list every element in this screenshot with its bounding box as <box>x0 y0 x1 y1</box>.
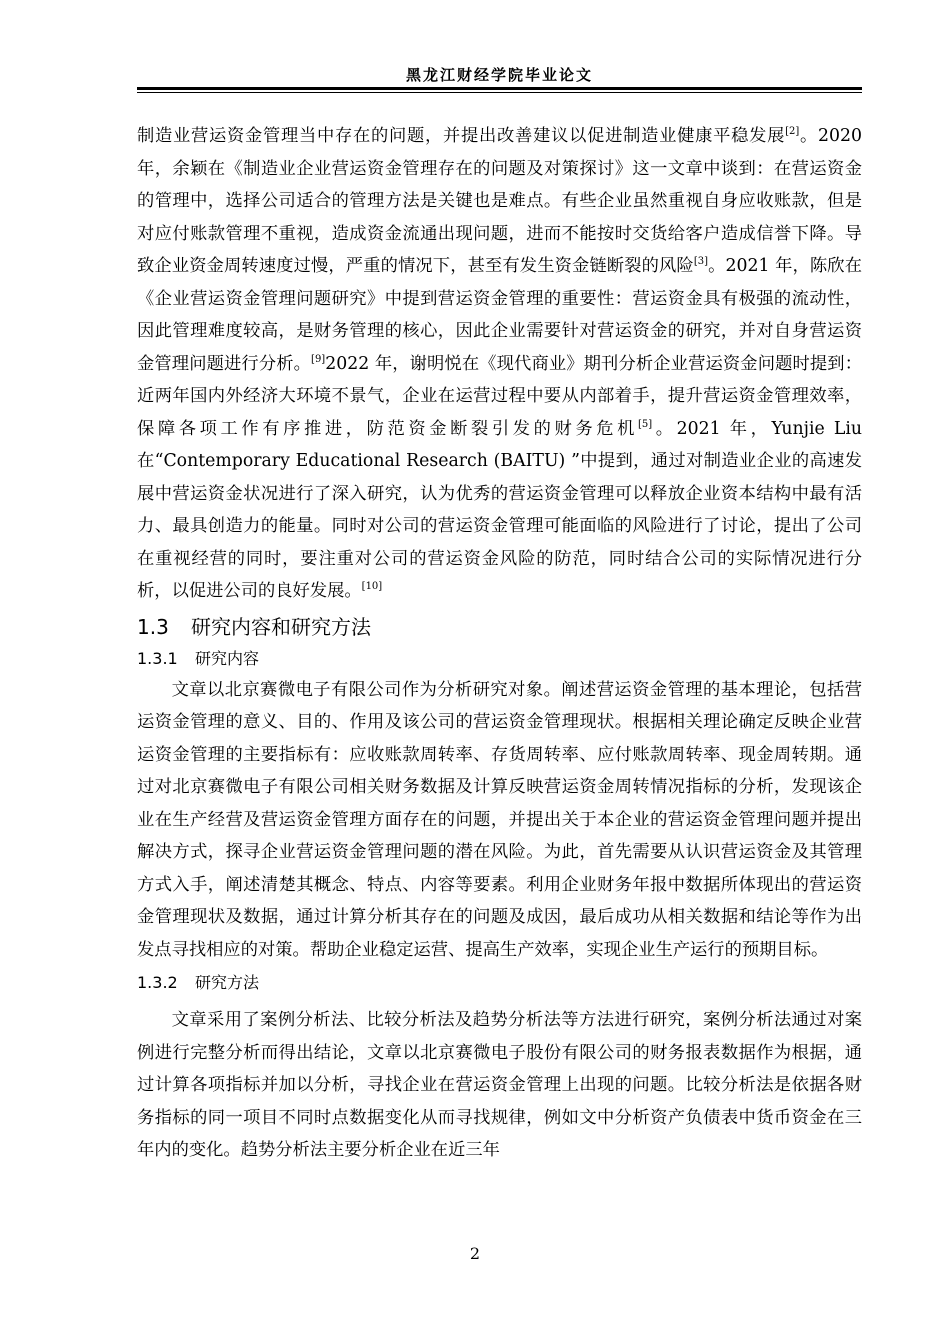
page-number: 2 <box>469 1244 481 1263</box>
subsection-heading-1-3-2 <box>137 968 862 998</box>
citation-3: [3] <box>693 256 708 268</box>
research-method-paragraph: 文章采用了案例分析法、比较分析法及趋势分析法等方法进行研究，案例分析法通过对案例进行完整分析而得出结论，文章以北京赛微电子股份有限公司的财务报表数据作为根据，通过计算各项指标并加以分析，寻找企业在营运资金管理上出现的问题。比较分析法是依据各财务指标的同一项目不同时点数据变化从而寻找规律，例如文中分析资产负债表中货币资金在三年内的变化。趋势分析法主要分析企业在近三年 <box>137 1010 862 1160</box>
text-run: 。2021 年，陈欣在《企业营运资金管理问题研究》中提到营运资金管理的重要性：营运资金具有极强的流动性，因此管理难度较高，是财务管理的核心，因此企业需要针对营运资金的研究，并对自身营运资金管理问题进行分析。 <box>137 256 862 374</box>
header-rule-thin <box>137 92 862 93</box>
section-title: 研究内容和研究方法 <box>191 614 371 639</box>
section-number: 1.3 <box>137 614 169 639</box>
text-run: 。2021 年，Yunjie Liu 在“Contemporary Educational Research (BAITU) ”中提到，通过对制造业企业的高速发展中营运资金状况进行了深入研究，认为优秀的营运资金管理可以释放企业资本结构中最有活力、最具创造力的能量。同时对公司的营运资金管理可能面临的风险进行了讨论，提出了公司在重视经营的同时，要注重对公司的营运资金风险的防范，同时结合公司的实际情况进行分析，以促进公司的良好发展。 <box>137 418 862 601</box>
subsection-title: 研究方法 <box>195 973 260 992</box>
page-body <box>137 120 862 1167</box>
subsection-number: 1.3.1 <box>137 648 178 668</box>
text-run: 制造业营运资金管理当中存在的问题，并提出改善建议以促进制造业健康平稳发展 <box>137 126 786 146</box>
subsection-number: 1.3.2 <box>137 973 178 992</box>
citation-9: [9] <box>311 353 326 365</box>
citation-2: [2] <box>785 126 800 138</box>
citation-10: [10] <box>361 581 383 593</box>
citation-5: [5] <box>638 418 653 430</box>
research-content-paragraph: 文章以北京赛微电子有限公司作为分析研究对象。阐述营运资金管理的基本理论，包括营运资金管理的意义、目的、作用及该公司的营运资金管理现状。根据相关理论确定反映企业营运资金管理的主要指标有：应收账款周转率、存货周转率、应付账款周转率、现金周转期。通过对北京赛微电子有限公司相关财务数据及计算反映营运资金周转情况指标的分析，发现该企业在生产经营及营运资金管理方面存在的问题，并提出关于本企业的营运资金管理问题并提出解决方式，探寻企业营运资金管理问题的潜在风险。为此，首先需要从认识营运资金及其管理方式入手，阐述清楚其概念、特点、内容等要素。利用企业财务年报中数据所体现出的营运资金管理现状及数据，通过计算分析其存在的问题及成因，最后成功从相关数据和结论等作为出发点寻找相应的对策。帮助企业稳定运营、提高生产效率，实现企业生产运行的预期目标。 <box>137 679 862 960</box>
text-run: 2022 年，谢明悦在《现代商业》期刊分析企业营运资金问题时提到：近两年国内外经济大环境不景气，企业在运营过程中要从内部着手，提升营运资金管理效率，保障各项工作有序推进，防范资金断裂引发的财务危机 <box>137 353 862 439</box>
text-run: 。2020 年，余颖在《制造业企业营运资金管理存在的问题及对策探讨》这一文章中谈到：在营运资金的管理中，选择公司适合的管理方法是关键也是难点。有些企业虽然重视自身应收账款，但是对应付账款管理不重视，造成资金流通出现问题，进而不能按时交货给客户造成信誉下降。导致企业资金周转速度过慢，严重的情况下，甚至有发生资金链断裂的风险 <box>137 126 862 276</box>
literature-review-paragraph <box>137 120 862 608</box>
section-heading-1-3 <box>137 612 862 642</box>
running-header: 黑龙江财经学院毕业论文 <box>405 66 593 84</box>
subsection-title: 研究内容 <box>195 648 260 668</box>
header-rule-thick <box>137 87 862 90</box>
subsection-heading-1-3-1 <box>137 644 862 674</box>
